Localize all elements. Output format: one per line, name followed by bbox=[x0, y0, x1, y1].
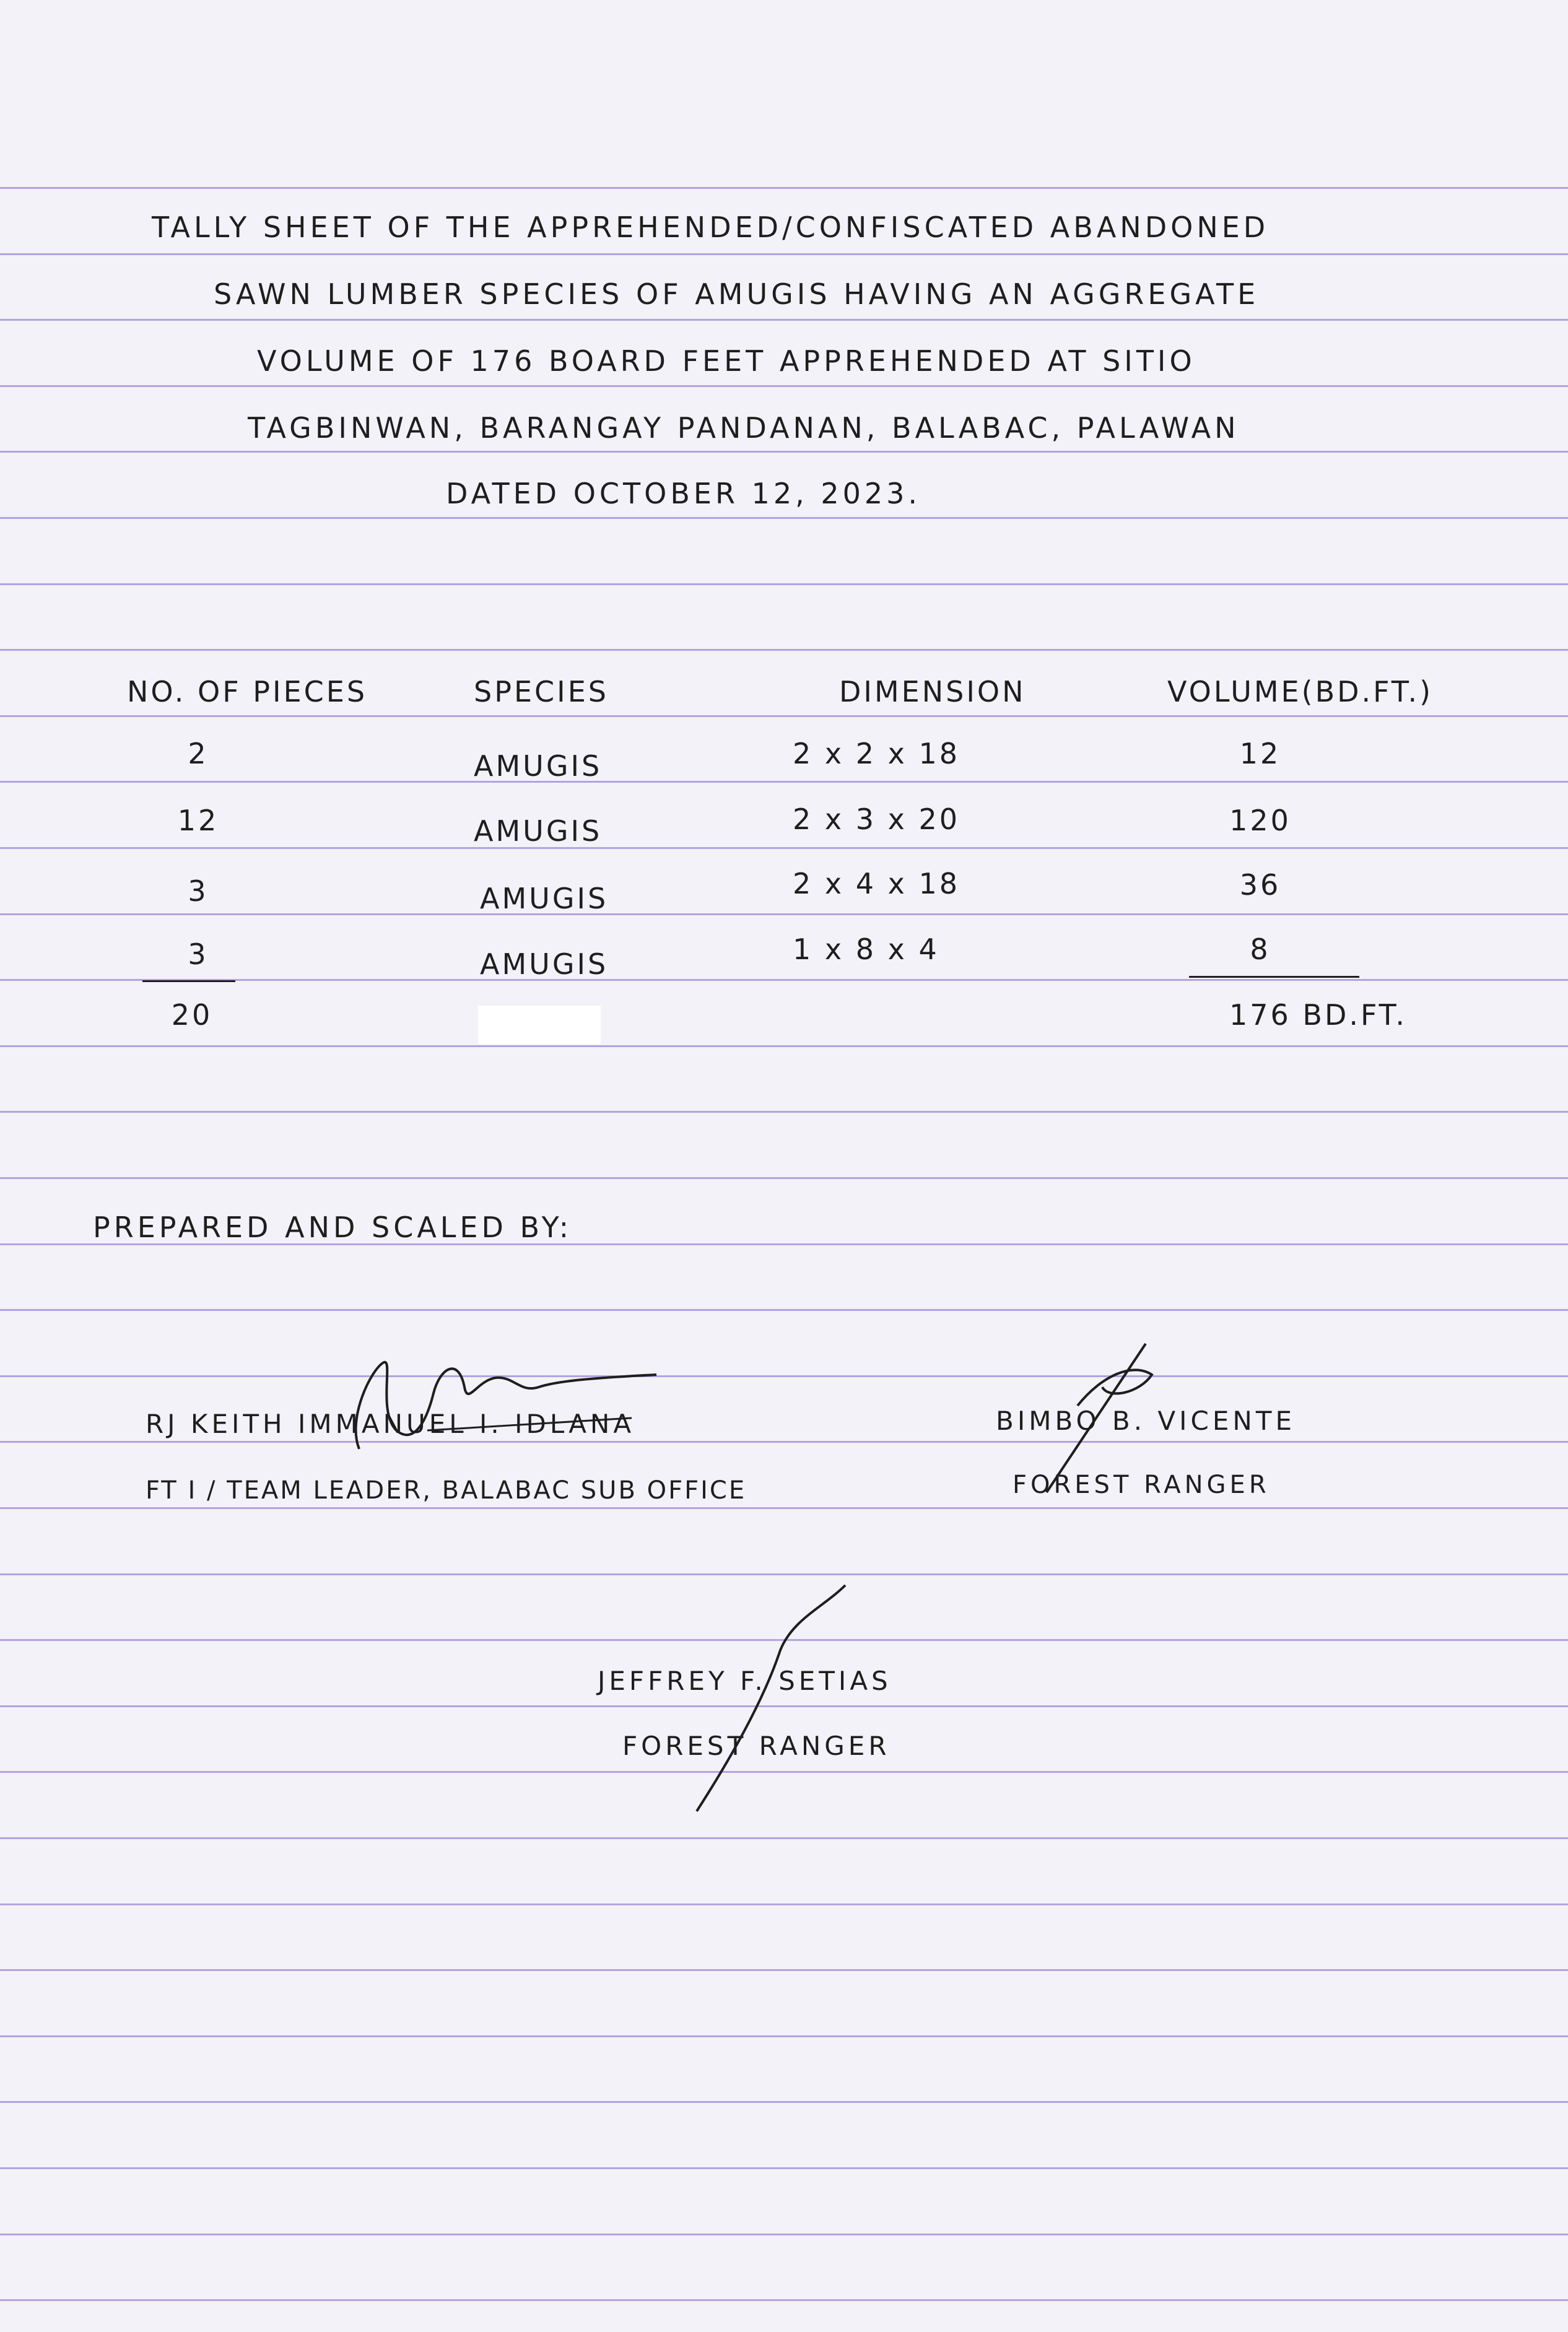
signature-2 bbox=[1028, 1338, 1177, 1501]
signatory-3-title: FOREST RANGER bbox=[622, 1731, 891, 1761]
total-pieces: 20 bbox=[171, 998, 213, 1032]
signature-3 bbox=[687, 1582, 848, 1820]
title-line-4: TAGBINWAN, BARANGAY PANDANAN, BALABAC, PALAWAN bbox=[248, 411, 1240, 445]
row-1-dimension: 2 x 2 x 18 bbox=[793, 737, 960, 770]
row-1-volume: 12 bbox=[1239, 737, 1281, 770]
row-2-dimension: 2 x 3 x 20 bbox=[793, 803, 960, 836]
header-species: SPECIES bbox=[474, 675, 609, 708]
ruled-line bbox=[0, 187, 1568, 189]
ruled-line bbox=[0, 1111, 1568, 1113]
row-3-species: AMUGIS bbox=[480, 882, 609, 915]
ruled-line bbox=[0, 451, 1568, 453]
ruled-line bbox=[0, 2167, 1568, 2169]
ruled-line bbox=[0, 253, 1568, 255]
ruled-line bbox=[0, 1573, 1568, 1575]
volume-total-underline bbox=[1189, 976, 1359, 978]
prepared-label: PREPARED AND SCALED BY: bbox=[93, 1211, 573, 1244]
ruled-line bbox=[0, 1045, 1568, 1047]
pieces-total-underline bbox=[142, 980, 235, 982]
signatory-1-title: FT I / TEAM LEADER, BALABAC SUB OFFICE bbox=[146, 1476, 747, 1505]
ruled-line bbox=[0, 1375, 1568, 1377]
ruled-line bbox=[0, 1507, 1568, 1509]
signature-1 bbox=[334, 1344, 656, 1470]
ruled-line bbox=[0, 649, 1568, 651]
row-3-volume: 36 bbox=[1239, 868, 1281, 902]
signatory-1-name: RJ KEITH IMMANUEL I. IDLANA bbox=[146, 1409, 635, 1439]
ruled-line bbox=[0, 847, 1568, 849]
ruled-line bbox=[0, 385, 1568, 387]
ruled-line bbox=[0, 583, 1568, 585]
header-pieces: NO. OF PIECES bbox=[127, 675, 368, 708]
signatory-2-title: FOREST RANGER bbox=[1013, 1471, 1270, 1499]
row-2-species: AMUGIS bbox=[474, 814, 603, 848]
ruled-line bbox=[0, 1969, 1568, 1971]
title-line-5: DATED OCTOBER 12, 2023. bbox=[446, 477, 921, 510]
ruled-line bbox=[0, 517, 1568, 519]
row-4-dimension: 1 x 8 x 4 bbox=[793, 933, 939, 966]
row-4-species: AMUGIS bbox=[480, 947, 609, 981]
header-dimension: DIMENSION bbox=[839, 675, 1026, 708]
ruled-line bbox=[0, 2234, 1568, 2235]
ruled-line bbox=[0, 2035, 1568, 2037]
ruled-line bbox=[0, 781, 1568, 783]
row-1-pieces: 2 bbox=[188, 737, 209, 770]
correction-whiteout bbox=[478, 1006, 601, 1044]
header-volume: VOLUME(BD.FT.) bbox=[1167, 675, 1434, 708]
title-line-2: SAWN LUMBER SPECIES OF AMUGIS HAVING AN AGGREGATE bbox=[214, 277, 1260, 311]
ruled-line bbox=[0, 1309, 1568, 1311]
row-2-pieces: 12 bbox=[177, 804, 219, 837]
ruled-line bbox=[0, 1177, 1568, 1179]
row-3-dimension: 2 x 4 x 18 bbox=[793, 867, 960, 900]
row-4-volume: 8 bbox=[1250, 933, 1271, 966]
ruled-line bbox=[0, 319, 1568, 321]
row-1-species: AMUGIS bbox=[474, 749, 603, 783]
row-3-pieces: 3 bbox=[188, 874, 209, 908]
row-4-pieces: 3 bbox=[188, 938, 209, 971]
total-volume: 176 BD.FT. bbox=[1229, 998, 1407, 1032]
title-line-1: TALLY SHEET OF THE APPREHENDED/CONFISCATED ABANDONED bbox=[152, 211, 1270, 244]
title-line-3: VOLUME OF 176 BOARD FEET APPREHENDED AT SITIO bbox=[257, 344, 1196, 378]
signatory-3-name: JEFFREY F. SETIAS bbox=[598, 1666, 892, 1696]
ruled-line bbox=[0, 1903, 1568, 1905]
ruled-line bbox=[0, 1441, 1568, 1443]
ruled-line bbox=[0, 715, 1568, 717]
ruled-line bbox=[0, 2299, 1568, 2301]
row-2-volume: 120 bbox=[1229, 804, 1291, 837]
ruled-line bbox=[0, 2101, 1568, 2103]
ruled-line bbox=[0, 1837, 1568, 1839]
signatory-2-name: BIMBO B. VICENTE bbox=[996, 1406, 1296, 1436]
ruled-line bbox=[0, 913, 1568, 915]
